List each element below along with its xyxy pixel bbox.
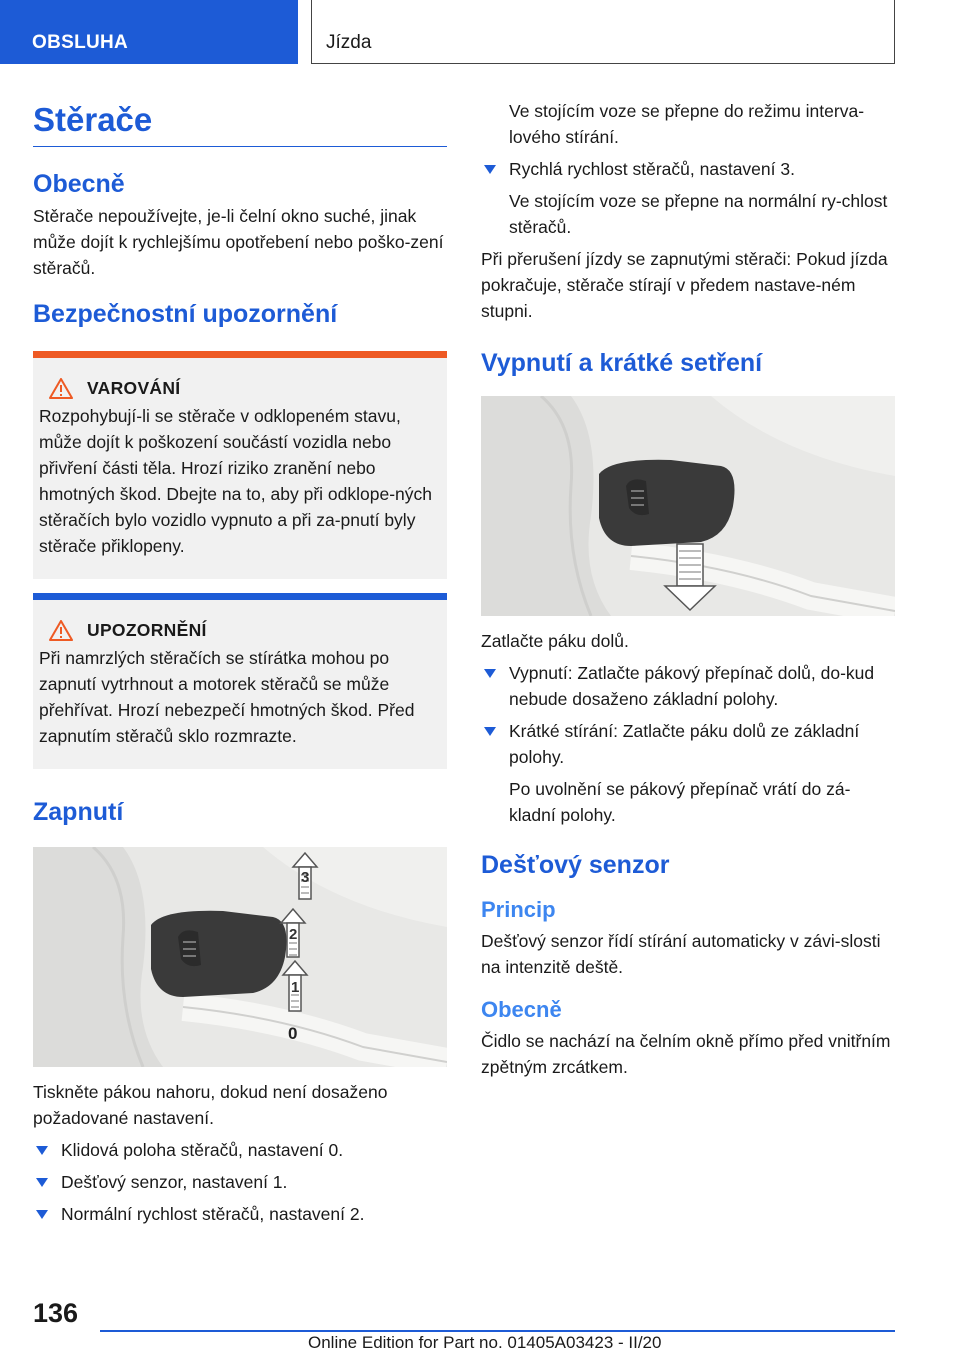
figure-label-2: 2 bbox=[289, 926, 298, 943]
right-column bbox=[481, 98, 895, 1080]
warning-bar bbox=[33, 351, 447, 358]
list-item: Rychlá rychlost stěračů, nastavení 3. bbox=[481, 156, 895, 182]
off-intro: Zatlačte páku dolů. bbox=[481, 631, 629, 651]
notice-title bbox=[39, 620, 437, 641]
figure-label-0: 0 bbox=[288, 1024, 298, 1043]
section-tab: OBSLUHA bbox=[0, 0, 298, 64]
off-subtext: Po uvolnění se pákový přepínač vrátí do zá-kladní polohy. bbox=[509, 779, 851, 825]
rain-general-text: Čidlo se nachází na čelním okně přímo před vnitřním zpětným zrcátkem. bbox=[481, 1031, 891, 1077]
list-item: Krátké stírání: Zatlačte páku dolů ze základní polohy. bbox=[481, 718, 895, 770]
item3-subtext: Ve stojícím voze se přepne na normální ry-chlost stěračů. bbox=[509, 191, 888, 237]
off-heading: Vypnutí a krátké setření bbox=[481, 349, 763, 377]
list-item: Klidová poloha stěračů, nastavení 0. bbox=[33, 1137, 447, 1163]
notice-icon bbox=[49, 620, 73, 641]
notice-box bbox=[33, 593, 447, 769]
principle-text: Dešťový senzor řídí stírání automaticky v závi-slosti na intenzitě deště. bbox=[481, 931, 881, 977]
switch-on-heading: Zapnutí bbox=[33, 798, 124, 826]
page-title: Stěrače bbox=[33, 100, 447, 147]
continuation-text: Ve stojícím voze se přepne do režimu interva-lového stírání. bbox=[509, 101, 865, 147]
wiper-lever-down-figure bbox=[481, 396, 895, 616]
list-item: Dešťový senzor, nastavení 1. bbox=[33, 1169, 447, 1195]
warning-icon bbox=[49, 378, 73, 399]
rain-sensor-heading: Dešťový senzor bbox=[481, 851, 670, 879]
warning-label: VAROVÁNÍ bbox=[87, 378, 181, 398]
notice-text: Při namrzlých stěračích se stírátka mohou po zapnutí vytrhnout a motorek stěračů se může přehřívat. Hrozí nebezpečí hmotných škod. Před zapnutím stěračů sklo rozmrazte. bbox=[39, 648, 415, 746]
left-column bbox=[33, 100, 447, 1227]
notice-label: UPOZORNĚNÍ bbox=[87, 620, 207, 640]
list-item: Normální rychlost stěračů, nastavení 2. bbox=[33, 1201, 447, 1227]
switch-on-intro: Tiskněte pákou nahoru, dokud není dosaženo požadované nastavení. bbox=[33, 1082, 388, 1128]
interrupt-text: Při přerušení jízdy se zapnutými stěrači: Pokud jízda pokračuje, stěrače stírají v předem nastave-ném stupni. bbox=[481, 249, 888, 321]
warning-text: Rozpohybují-li se stěrače v odklopeném stavu, může dojít k poškození součástí vozidla nebo přivření části těla. Hrozí riziko zranění nebo hmotných škod. Dbejte na to, aby při odklope-ných stěračích bylo vozidlo vypnuto a při za-pnutí byly stěrače přiklopeny. bbox=[39, 406, 432, 556]
notice-bar bbox=[33, 593, 447, 600]
warning-box bbox=[33, 351, 447, 579]
chapter-header: Jízda bbox=[311, 0, 895, 64]
safety-heading: Bezpečnostní upozornění bbox=[33, 300, 338, 328]
list-item: Vypnutí: Zatlačte pákový přepínač dolů, do-kud nebude dosaženo základní polohy. bbox=[481, 660, 895, 712]
figure-label-3: 3 bbox=[301, 869, 310, 886]
page-number: 136 bbox=[33, 1298, 79, 1328]
principle-heading: Princip bbox=[481, 897, 556, 922]
rain-general-heading: Obecně bbox=[481, 997, 562, 1022]
figure-label-1: 1 bbox=[291, 979, 300, 996]
footer-divider bbox=[100, 1330, 895, 1332]
wiper-lever-up-figure bbox=[33, 847, 447, 1067]
general-heading: Obecně bbox=[33, 170, 125, 198]
warning-title bbox=[39, 378, 437, 399]
edition-text: Online Edition for Part no. 01405A03423 - II/20 bbox=[308, 1333, 662, 1352]
general-text: Stěrače nepoužívejte, je-li čelní okno suché, jinak může dojít k rychlejšímu opotřebení nebo poško-zení stěračů. bbox=[33, 206, 444, 278]
